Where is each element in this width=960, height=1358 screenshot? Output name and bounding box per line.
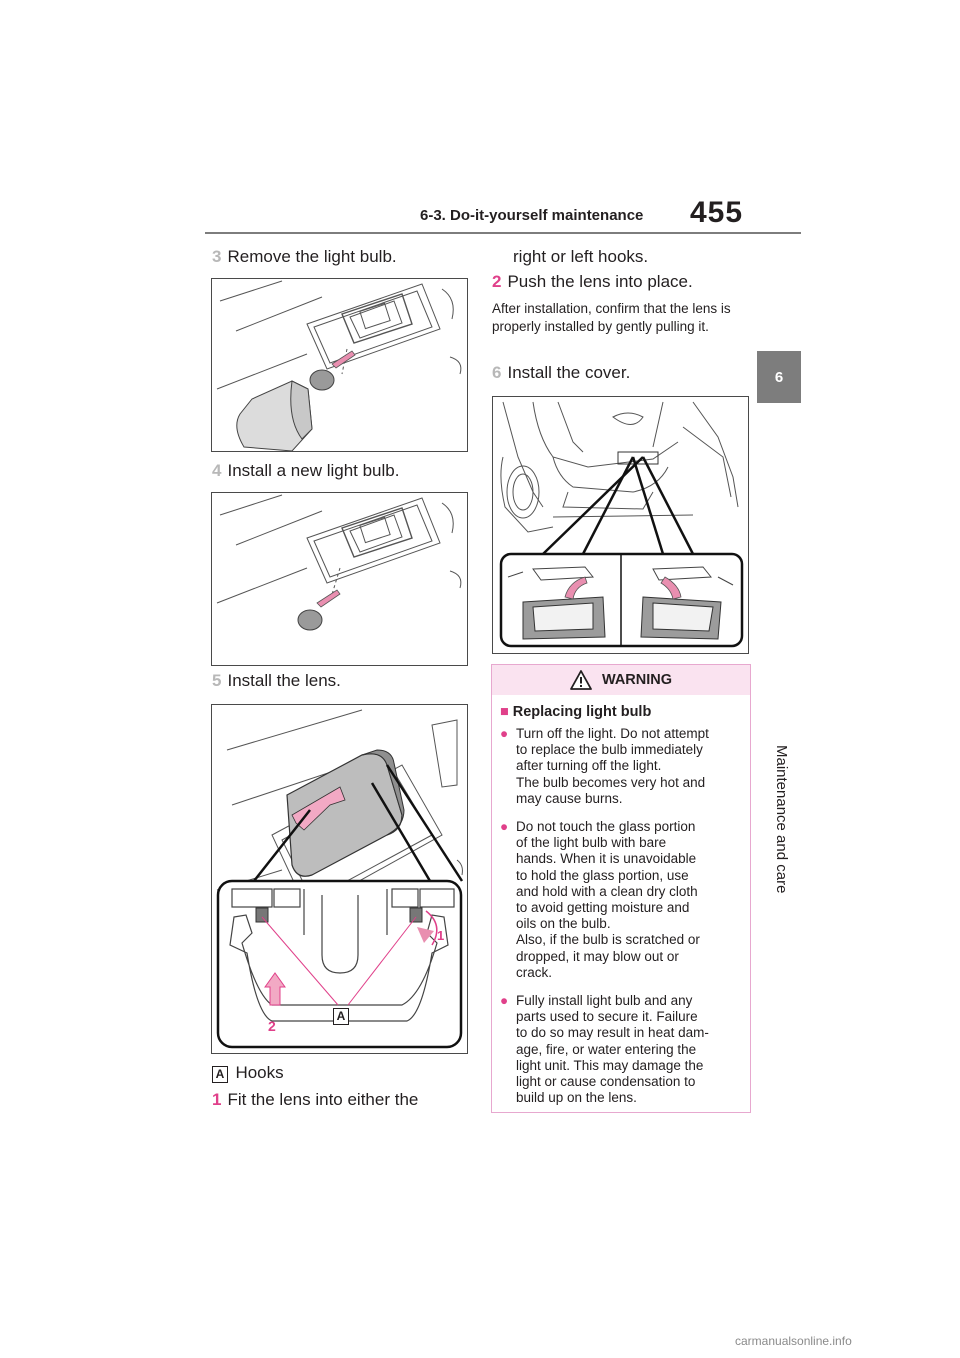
figure-install-cover [492, 396, 749, 654]
section-title: 6-3. Do-it-yourself maintenance [420, 207, 644, 224]
step-text: Install a new light bulb. [227, 461, 400, 480]
page-number: 455 [690, 196, 744, 229]
square-bullet-icon: ■ [500, 704, 509, 720]
legend-row [212, 1062, 284, 1083]
chapter-tab-number: 6 [757, 351, 801, 403]
warning-header [492, 665, 750, 695]
step-number: 4 [212, 461, 222, 480]
warning-item-text: Do not touch the glass portion of the light bulb with bare hands. When it is unavoidable to hold the glass portion, use and hold with a clean dry cloth to avoid getting moisture and oils on the bulb. Also, if the bulb is scratched or dropped, it may blow out or crack. [516, 819, 700, 980]
remove-bulb-illustration [212, 279, 467, 451]
warning-item-text: Turn off the light. Do not attempt to replace the bulb immediately after turning off the light. The bulb becomes very hot and may cause burns. [516, 726, 709, 806]
header-rule [205, 232, 801, 234]
step-4 [212, 460, 399, 481]
figure-remove-bulb [211, 278, 468, 452]
substep-number: 1 [212, 1090, 222, 1109]
legend-text: Hooks [235, 1063, 284, 1082]
warning-item [500, 993, 742, 1106]
step-text: Install the lens. [227, 671, 341, 690]
substep-text: Fit the lens into either the [227, 1090, 419, 1109]
warning-item-text: Fully install light bulb and any parts used to secure it. Failure to do so may result in heat dam- age, fire, or water entering the light unit. This may damage the light or cause condensation to build up on the lens. [516, 993, 709, 1106]
install-cover-illustration [493, 397, 748, 653]
figure-install-bulb [211, 492, 468, 666]
legend-callout-a: A [212, 1066, 228, 1083]
fig-label-1: 1 [437, 928, 445, 943]
fig-callout-a: A [333, 1008, 349, 1025]
bullet-icon: ● [500, 726, 509, 741]
step-3 [212, 246, 397, 267]
warning-subtitle: Replacing light bulb [512, 704, 652, 720]
warning-box [491, 664, 751, 1113]
warning-title: WARNING [601, 672, 673, 688]
fig-label-2: 2 [268, 1018, 276, 1034]
step-6 [492, 362, 630, 383]
step-text: Install the cover. [507, 363, 631, 382]
warning-triangle-icon [570, 670, 592, 690]
substep-2 [492, 271, 693, 292]
installation-note: After installation, confirm that the lens is properly installed by gently pulling it. [492, 301, 731, 334]
figure-install-lens [211, 704, 468, 1054]
step-number: 3 [212, 247, 222, 266]
warning-subtitle-row [500, 704, 750, 720]
chapter-tab-label: Maintenance and care [773, 745, 790, 894]
bullet-icon: ● [500, 993, 509, 1009]
warning-item [500, 726, 742, 807]
step-number: 6 [492, 363, 502, 382]
warning-item [500, 819, 742, 981]
substep-1 [212, 1089, 418, 1110]
substep-number: 2 [492, 272, 502, 291]
step-number: 5 [212, 671, 222, 690]
bullet-icon: ● [500, 819, 509, 835]
substep-1-continued: right or left hooks. [513, 247, 649, 266]
step-text: Remove the light bulb. [227, 247, 397, 266]
install-bulb-illustration [212, 493, 467, 665]
substep-text: Push the lens into place. [507, 272, 693, 291]
footer-watermark: carmanualsonline.info [735, 1334, 852, 1348]
step-5 [212, 670, 341, 691]
install-lens-illustration [212, 705, 467, 1053]
